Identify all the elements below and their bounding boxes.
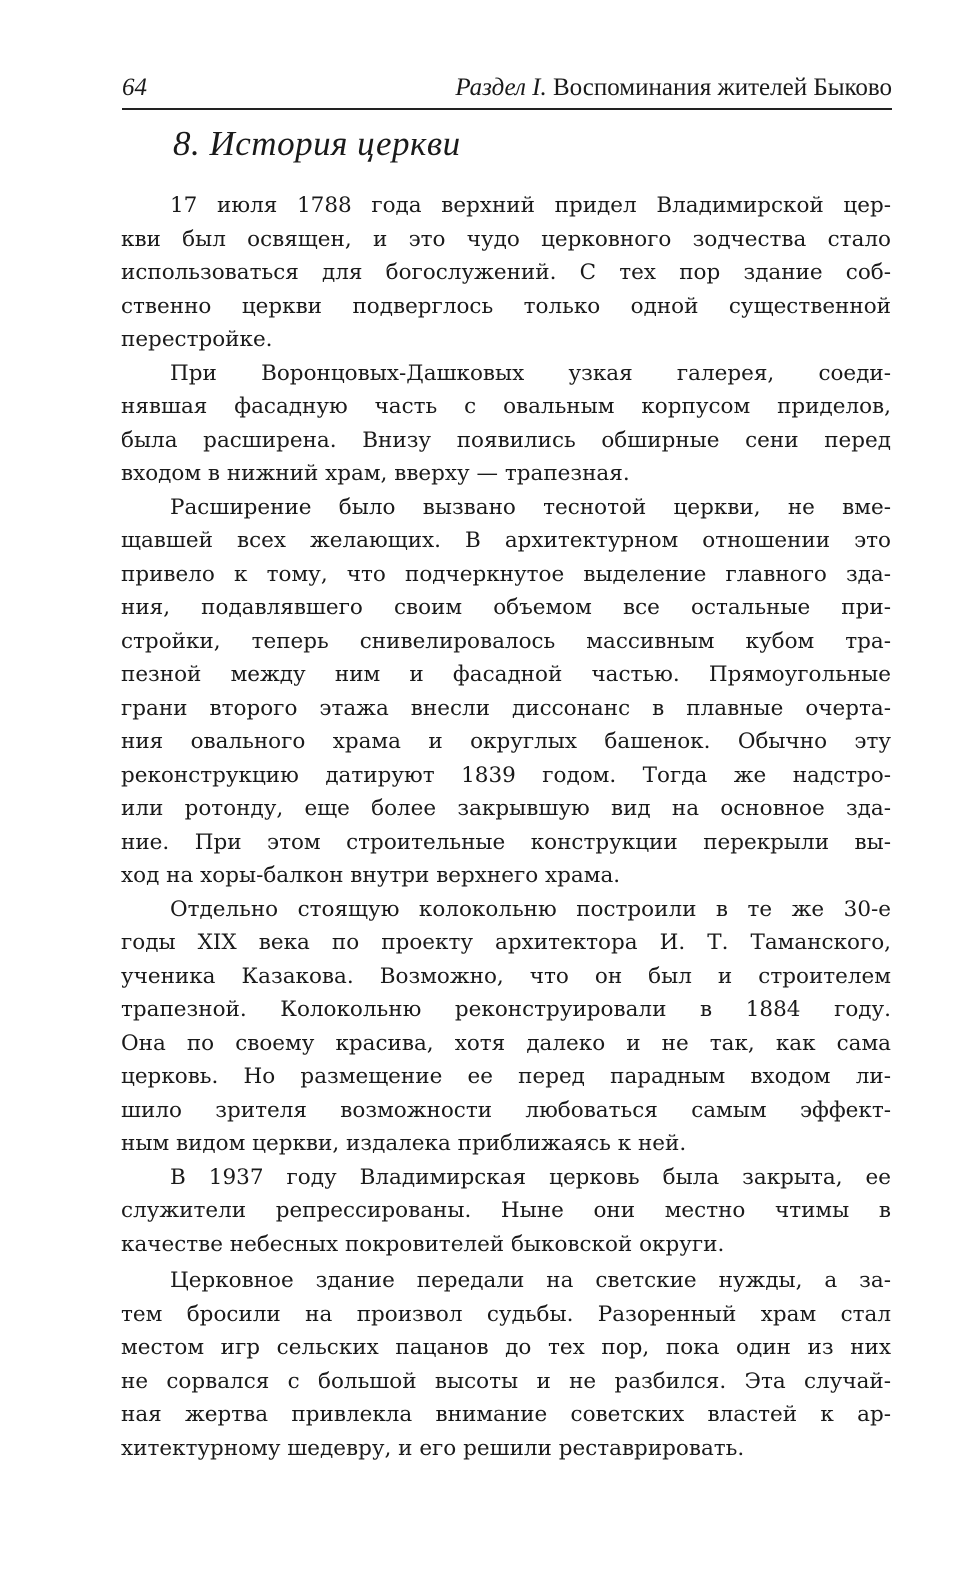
- text-line: ния овального храма и округлых башенок. Обычно эту: [121, 729, 891, 754]
- text-line: ная жертва привлекла внимание советских властей к ар-: [121, 1402, 891, 1427]
- text-line: пезной между ним и фасадной частью. Прямоугольные: [121, 662, 891, 687]
- text-line: В 1937 году Владимирская церковь была закрыта, ее: [170, 1164, 891, 1190]
- text-line: Она по своему красива, хотя далеко и не так, как сама: [121, 1030, 891, 1056]
- paragraph: [121, 1264, 891, 1465]
- text-line: ственно церкви подверглось только одной существенной: [121, 293, 891, 319]
- text-line: Отдельно стоящую колокольню построили в те же 30-е: [170, 896, 891, 922]
- paragraph: [121, 189, 891, 357]
- text-line: нявшая фасадную часть с овальным корпусом приделов,: [121, 394, 891, 419]
- text-line: не сорвался с большой высоты и не разбился. Эта случай-: [121, 1368, 891, 1394]
- section-label: Раздел I.: [455, 74, 547, 101]
- text-line: ния, подавлявшего своим объемом все остальные при-: [121, 595, 891, 620]
- text-line: годы XIX века по проекту архитектора И. Т. Таманского,: [121, 930, 891, 955]
- text-line: ученика Казакова. Возможно, что он был и строителем: [121, 963, 891, 989]
- paragraph: [121, 1161, 891, 1262]
- text-line: Церковное здание передали на светские нужды, а за-: [170, 1268, 891, 1293]
- paragraph: [121, 357, 891, 491]
- paragraph: [121, 893, 891, 1161]
- text-line: качестве небесных покровителей быковской округи.: [121, 1231, 725, 1257]
- text-line: стройки, теперь снивелировалось массивным кубом тра-: [121, 628, 891, 654]
- text-line: щавшей всех желающих. В архитектурном отношении это: [121, 528, 891, 553]
- text-line: хитектурному шедевру, и его решили реставрировать.: [121, 1435, 745, 1461]
- text-line: ным видом церкви, издалека приближаясь к ней.: [121, 1131, 687, 1156]
- body-text: [121, 189, 891, 1465]
- text-line: 17 июля 1788 года верхний придел Владимирской цер-: [170, 193, 891, 218]
- text-line: или ротонду, еще более закрывшую вид на основное зда-: [121, 796, 891, 821]
- text-line: При Воронцовых-Дашковых узкая галерея, соеди-: [170, 360, 891, 386]
- text-line: церковь. Но размещение ее перед парадным входом ли-: [121, 1064, 891, 1089]
- text-line: грани второго этажа внесли диссонанс в плавные очерта-: [121, 695, 891, 721]
- text-line: трапезной. Колокольню реконструировали в 1884 году.: [121, 997, 891, 1022]
- paragraph: [121, 491, 891, 893]
- text-line: входом в нижний храм, вверху — трапезная.: [121, 461, 630, 486]
- text-line: была расширена. Внизу появились обширные сени перед: [121, 427, 891, 453]
- text-line: использоваться для богослужений. С тех пор здание соб-: [121, 260, 891, 285]
- text-line: перестройке.: [121, 327, 273, 352]
- text-line: реконструкцию датируют 1839 годом. Тогда же надстро-: [121, 762, 891, 788]
- text-line: служители репрессированы. Ныне они местно чтимы в: [121, 1198, 891, 1223]
- running-title: [455, 74, 892, 102]
- text-line: местом игр сельских пацанов до тех пор, пока один из них: [121, 1335, 891, 1360]
- text-line: Расширение было вызвано теснотой церкви, не вме-: [170, 494, 891, 520]
- text-line: тем бросили на произвол судьбы. Разоренный храм стал: [121, 1301, 891, 1327]
- text-line: ние. При этом строительные конструкции перекрыли вы-: [121, 829, 891, 855]
- page-number: 64: [122, 74, 147, 101]
- text-line: ход на хоры-балкон внутри верхнего храма.: [121, 863, 621, 888]
- text-line: привело к тому, что подчеркнутое выделение главного зда-: [121, 561, 891, 587]
- running-header: [122, 72, 892, 110]
- section-title: Воспоминания жителей Быково: [552, 74, 892, 101]
- text-line: кви был освящен, и это чудо церковного зодчества стало: [121, 226, 891, 252]
- text-line: шило зрителя возможности любоваться самым эффект-: [121, 1097, 891, 1123]
- chapter-title: 8. История церкви: [173, 124, 461, 163]
